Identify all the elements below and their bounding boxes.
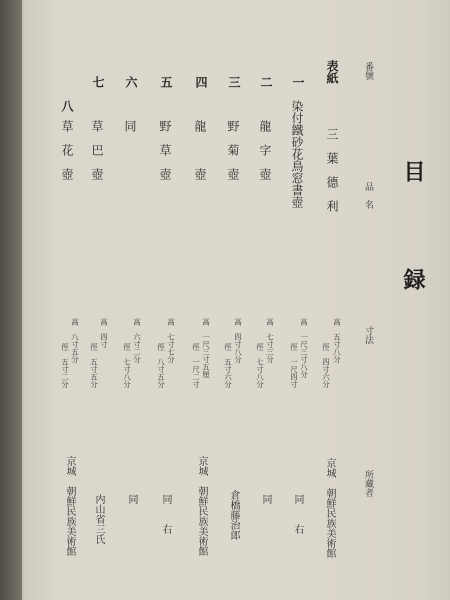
- item-number: 三: [227, 76, 241, 88]
- item-diameter: 徑 七寸八分: [255, 343, 265, 388]
- item-number: 表紙: [325, 60, 339, 84]
- page-title: 目 録: [400, 160, 426, 320]
- item-diameter: 徑 五寸五分: [89, 343, 99, 388]
- item-number: 二: [259, 76, 273, 88]
- item-owner: 京城 朝鮮民族美術館: [196, 456, 207, 556]
- item-diameter: 徑 七寸八分: [122, 343, 132, 388]
- item-diameter: 徑 八寸五分: [156, 343, 166, 388]
- item-height: 高 一尺三寸八分: [299, 318, 309, 378]
- item-owner: 同: [126, 494, 137, 504]
- item-number: 八: [60, 100, 74, 112]
- item-height: 高 一尺三寸五厘: [201, 318, 211, 378]
- item-height: 高 八寸五分: [70, 318, 80, 363]
- item-height: 高 七寸七分: [166, 318, 176, 363]
- item-name: 野 草 壺: [158, 120, 172, 180]
- item-owner: 同: [260, 494, 271, 504]
- item-diameter: 徑 一尺四寸: [289, 343, 299, 388]
- item-name: 野 菊 壺: [226, 120, 240, 180]
- item-height: 高 五寸八分: [332, 318, 342, 363]
- item-height: 高 六寸二分: [132, 318, 142, 363]
- item-name: 三 葉 德 利: [325, 128, 339, 212]
- item-diameter: 徑 五寸六分: [223, 343, 233, 388]
- item-name: 草 花 壺: [60, 120, 74, 180]
- item-number: 六: [124, 76, 138, 88]
- item-name: 染付鐵砂花鳥窓書壺: [290, 100, 304, 208]
- header-size: 寸法: [363, 326, 373, 344]
- item-owner: 倉橋藤治郎: [228, 490, 239, 540]
- header-name: 品 名: [363, 182, 373, 209]
- item-owner: 京城 朝鮮民族美術館: [324, 458, 335, 558]
- item-owner: 同 右: [160, 494, 171, 534]
- item-height: 高 七寸三分: [265, 318, 275, 363]
- item-height: 高 四寸八分: [233, 318, 243, 363]
- item-number: 五: [159, 76, 173, 88]
- item-owner: 内山省三氏: [93, 494, 104, 544]
- item-number: 一: [291, 76, 305, 88]
- item-name: 同: [123, 120, 137, 132]
- item-height: 高 四寸: [99, 318, 109, 348]
- header-number: 番號: [363, 62, 373, 80]
- item-name: 草 巴 壺: [90, 120, 104, 180]
- item-diameter: 徑 四寸六分: [321, 343, 331, 388]
- header-owner: 所藏者: [363, 470, 373, 497]
- item-diameter: 徑 五寸二分: [60, 343, 70, 388]
- item-number: 七: [91, 76, 105, 88]
- book-spine-shadow: [0, 0, 22, 600]
- item-diameter: 徑 一尺二寸: [191, 343, 201, 388]
- item-number: 四: [194, 76, 208, 88]
- item-owner: 京城 朝鮮民族美術館: [64, 456, 75, 556]
- item-name: 龍 壺: [193, 120, 207, 180]
- item-name: 龍 字 壺: [258, 120, 272, 180]
- item-owner: 同 右: [292, 494, 303, 534]
